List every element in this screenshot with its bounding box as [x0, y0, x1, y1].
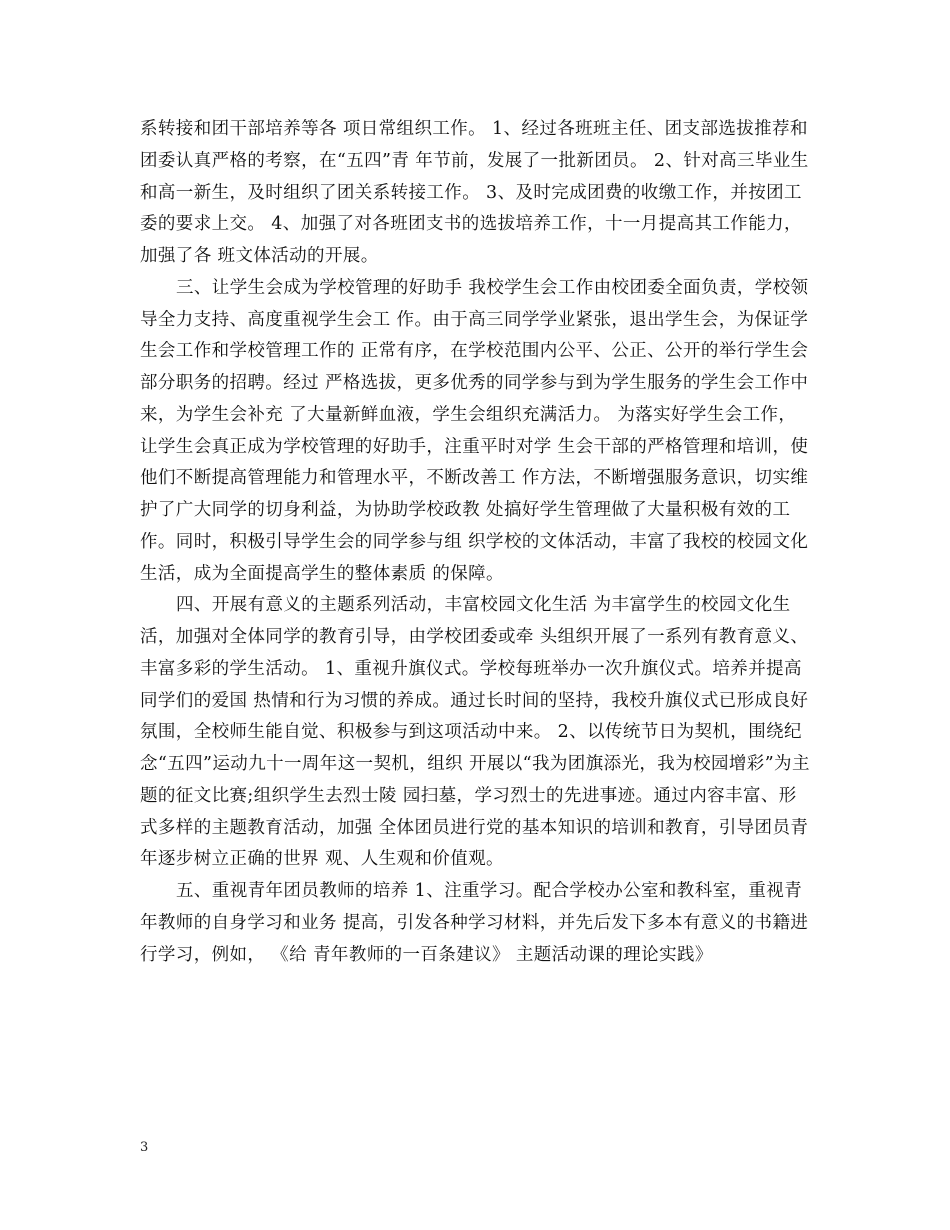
paragraph-continuation: 系转接和团干部培养等各 项日常组织工作。 1、经过各班班主任、团支部选拔推荐和团委认真严格的考察，在“五四”青 年节前，发展了一批新团员。 2、针对高三毕业生和高一新生，及时组织了团关系转接工作。 3、及时完成团费的收缴工作，并按团工委的要求上交。 4、加强了对各班团支书的选拔培养工作，十一月提高其工作能力，加强了各 班文体活动的开展。 [140, 119, 809, 266]
paragraph-theme-activities: 四、开展有意义的主题系列活动，丰富校园文化生活 为丰富学生的校园文化生活，加强对全体同学的教育引导，由学校团委或牵 头组织开展了一系列有教育意义、丰富多彩的学生活动。 1、重视升旗仪式。学校每班举办一次升旗仪式。培养并提高同学们的爱国 热情和行为习惯的养成。通过长时间的坚持，我校升旗仪式已形成良好氛围，全校师生能自觉、积极参与到这项活动中来。 2、以传统节日为契机，围绕纪念“五四”运动九十一周年这一契机，组织 开展以“我为团旗添光，我为校园增彩”为主题的征文比赛;组织学生去烈士陵 园扫墓，学习烈士的先进事迹。通过内容丰富、形式多样的主题教育活动，加强 全体团员进行党的基本知识的培训和教育，引导团员青年逐步树立正确的世界 观、人生观和价值观。 [140, 595, 810, 870]
paragraph-young-teachers: 五、重视青年团员教师的培养 1、注重学习。配合学校办公室和教科室，重视青年教师的自身学习和业务 提高，引发各种学习材料，并先后发下多本有意义的书籍进行学习，例如， 《给 青年教师的一百条建议》 主题活动课的理论实践》 [140, 881, 809, 965]
paragraph-student-union: 三、让学生会成为学校管理的好助手 我校学生会工作由校团委全面负责，学校领导全力支持、高度重视学生会工 作。由于高三同学学业紧张，退出学生会，为保证学生会工作和学校管理工作的 正常有序，在学校范围内公平、公正、公开的举行学生会部分职务的招聘。经过 严格选拔，更多优秀的同学参与到为学生服务的学生会工作中来，为学生会补充 了大量新鲜血液，学生会组织充满活力。 为落实好学生会工作，让学生会真正成为学校管理的好助手，注重平时对学 生会干部的严格管理和培训，使他们不断提高管理能力和管理水平，不断改善工 作方法，不断增强服务意识，切实维护了广大同学的切身利益，为协助学校政教 处搞好学生管理做了大量积极有效的工作。同时，积极引导学生会的同学参与组 织学校的文体活动，丰富了我校的校园文化生活，成为全面提高学生的整体素质 的保障。 [140, 277, 809, 584]
document-body [140, 114, 812, 971]
page-number: 3 [140, 1140, 149, 1155]
